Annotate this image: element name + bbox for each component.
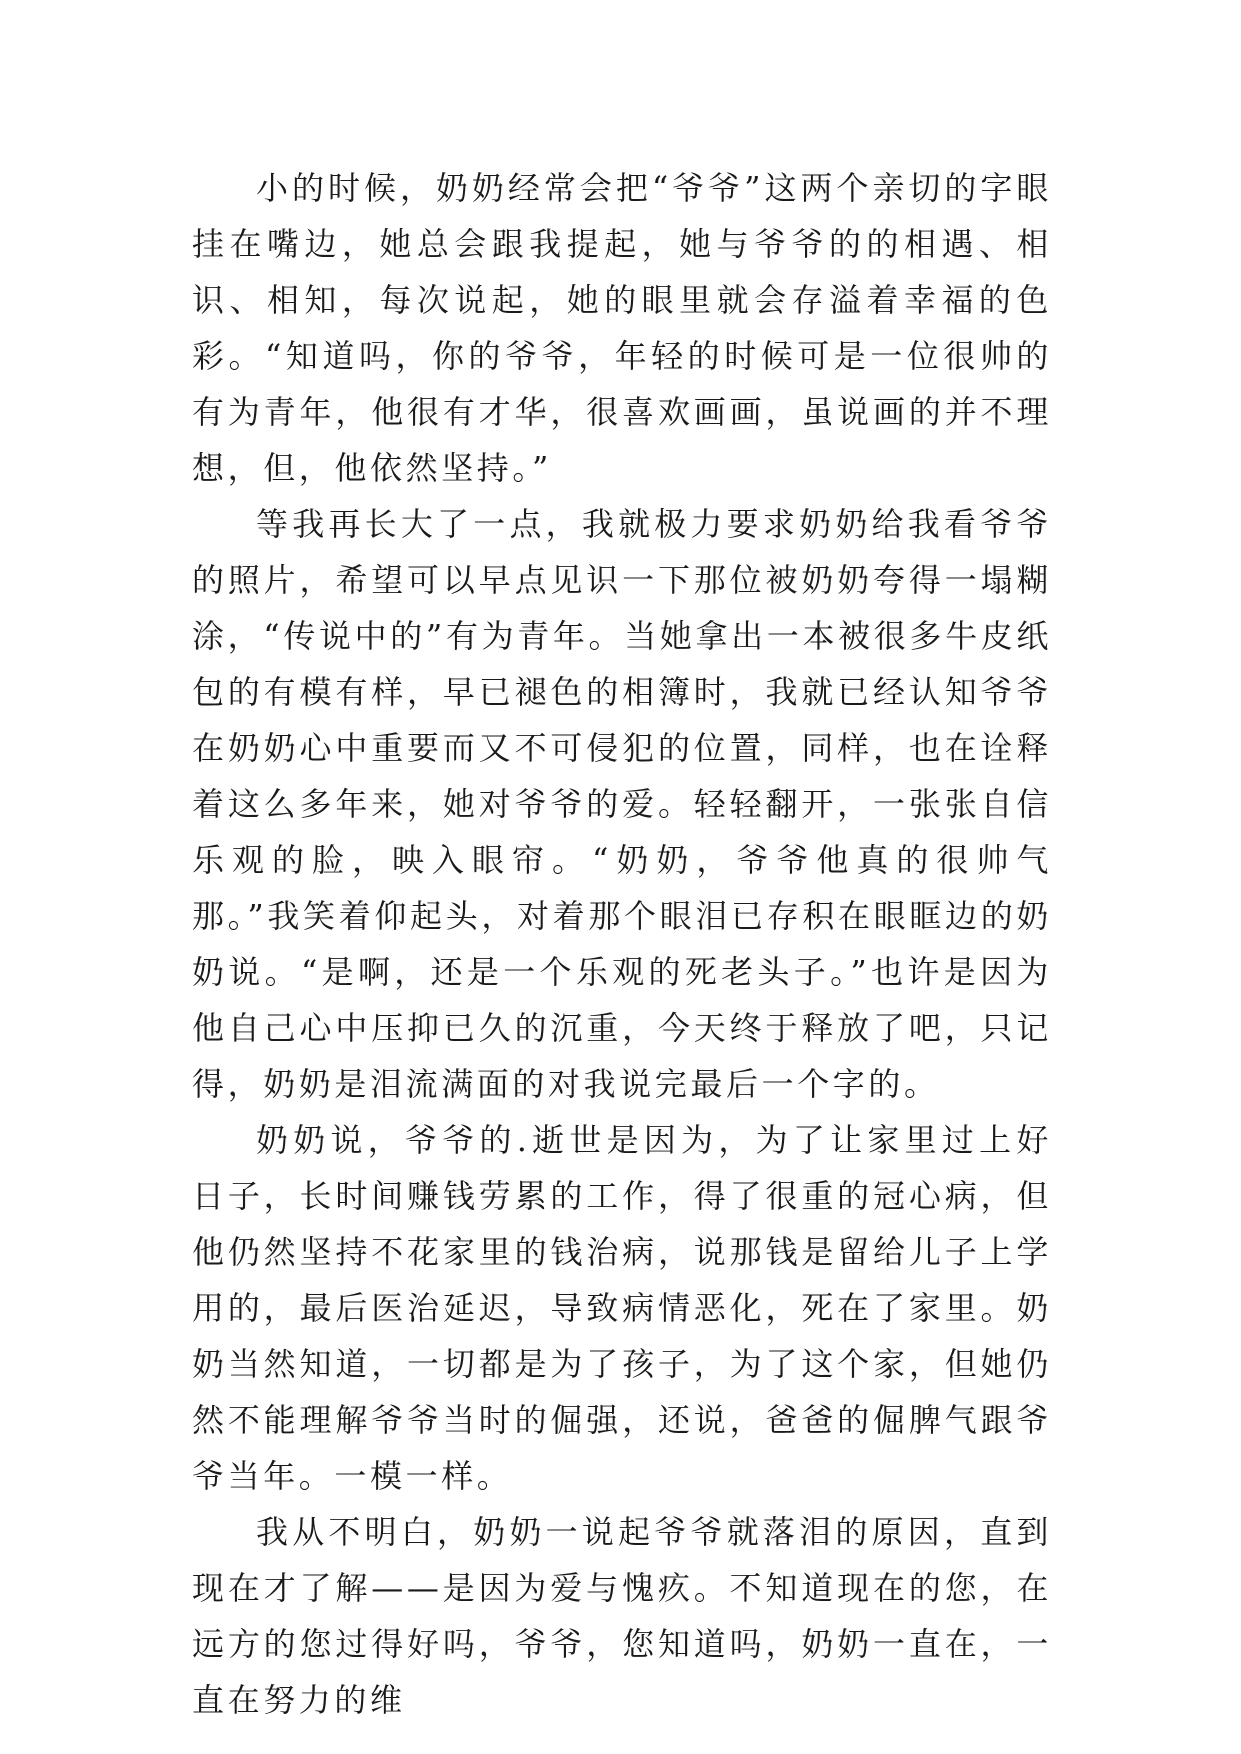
paragraph-1: 小的时候，奶奶经常会把“爷爷”这两个亲切的字眼挂在嘴边，她总会跟我提起，她与爷爷的的相遇、相识、相知，每次说起，她的眼里就会存溢着幸福的色彩。“知道吗，你的爷爷，年轻的时候可是一位很帅的有为青年，他很有才华，很喜欢画画，虽说画的并不理想，但，他依然坚持。” (192, 169, 1052, 487)
paragraph-3: 奶奶说，爷爷的.逝世是因为，为了让家里过上好日子，长时间赚钱劳累的工作，得了很重的冠心病，但他仍然坚持不花家里的钱治病，说那钱是留给儿子上学用的，最后医治延迟，导致病情恶化，死在了家里。奶奶当然知道，一切都是为了孩子，为了这个家，但她仍然不能理解爷爷当时的倔强，还说，爸爸的倔脾气跟爷爷当年。一模一样。 (192, 1121, 1052, 1495)
paragraph-4: 我从不明白，奶奶一说起爷爷就落泪的原因，直到现在才了解——是因为爱与愧疚。不知道现在的您，在远方的您过得好吗，爷爷，您知道吗，奶奶一直在，一直在努力的维 (192, 1513, 1052, 1719)
document-body (192, 160, 1052, 1728)
paragraph-2: 等我再长大了一点，我就极力要求奶奶给我看爷爷的照片，希望可以早点见识一下那位被奶奶夸得一塌糊涂，“传说中的”有为青年。当她拿出一本被很多牛皮纸包的有模有样，早已褪色的相簿时，我就已经认知爷爷在奶奶心中重要而又不可侵犯的位置，同样，也在诠释着这么多年来，她对爷爷的爱。轻轻翻开，一张张自信乐观的脸，映入眼帘。“奶奶，爷爷他真的很帅气那。”我笑着仰起头，对着那个眼泪已存积在眼眶边的奶奶说。“是啊，还是一个乐观的死老头子。”也许是因为他自己心中压抑已久的沉重，今天终于释放了吧，只记得，奶奶是泪流满面的对我说完最后一个字的。 (192, 505, 1052, 1103)
